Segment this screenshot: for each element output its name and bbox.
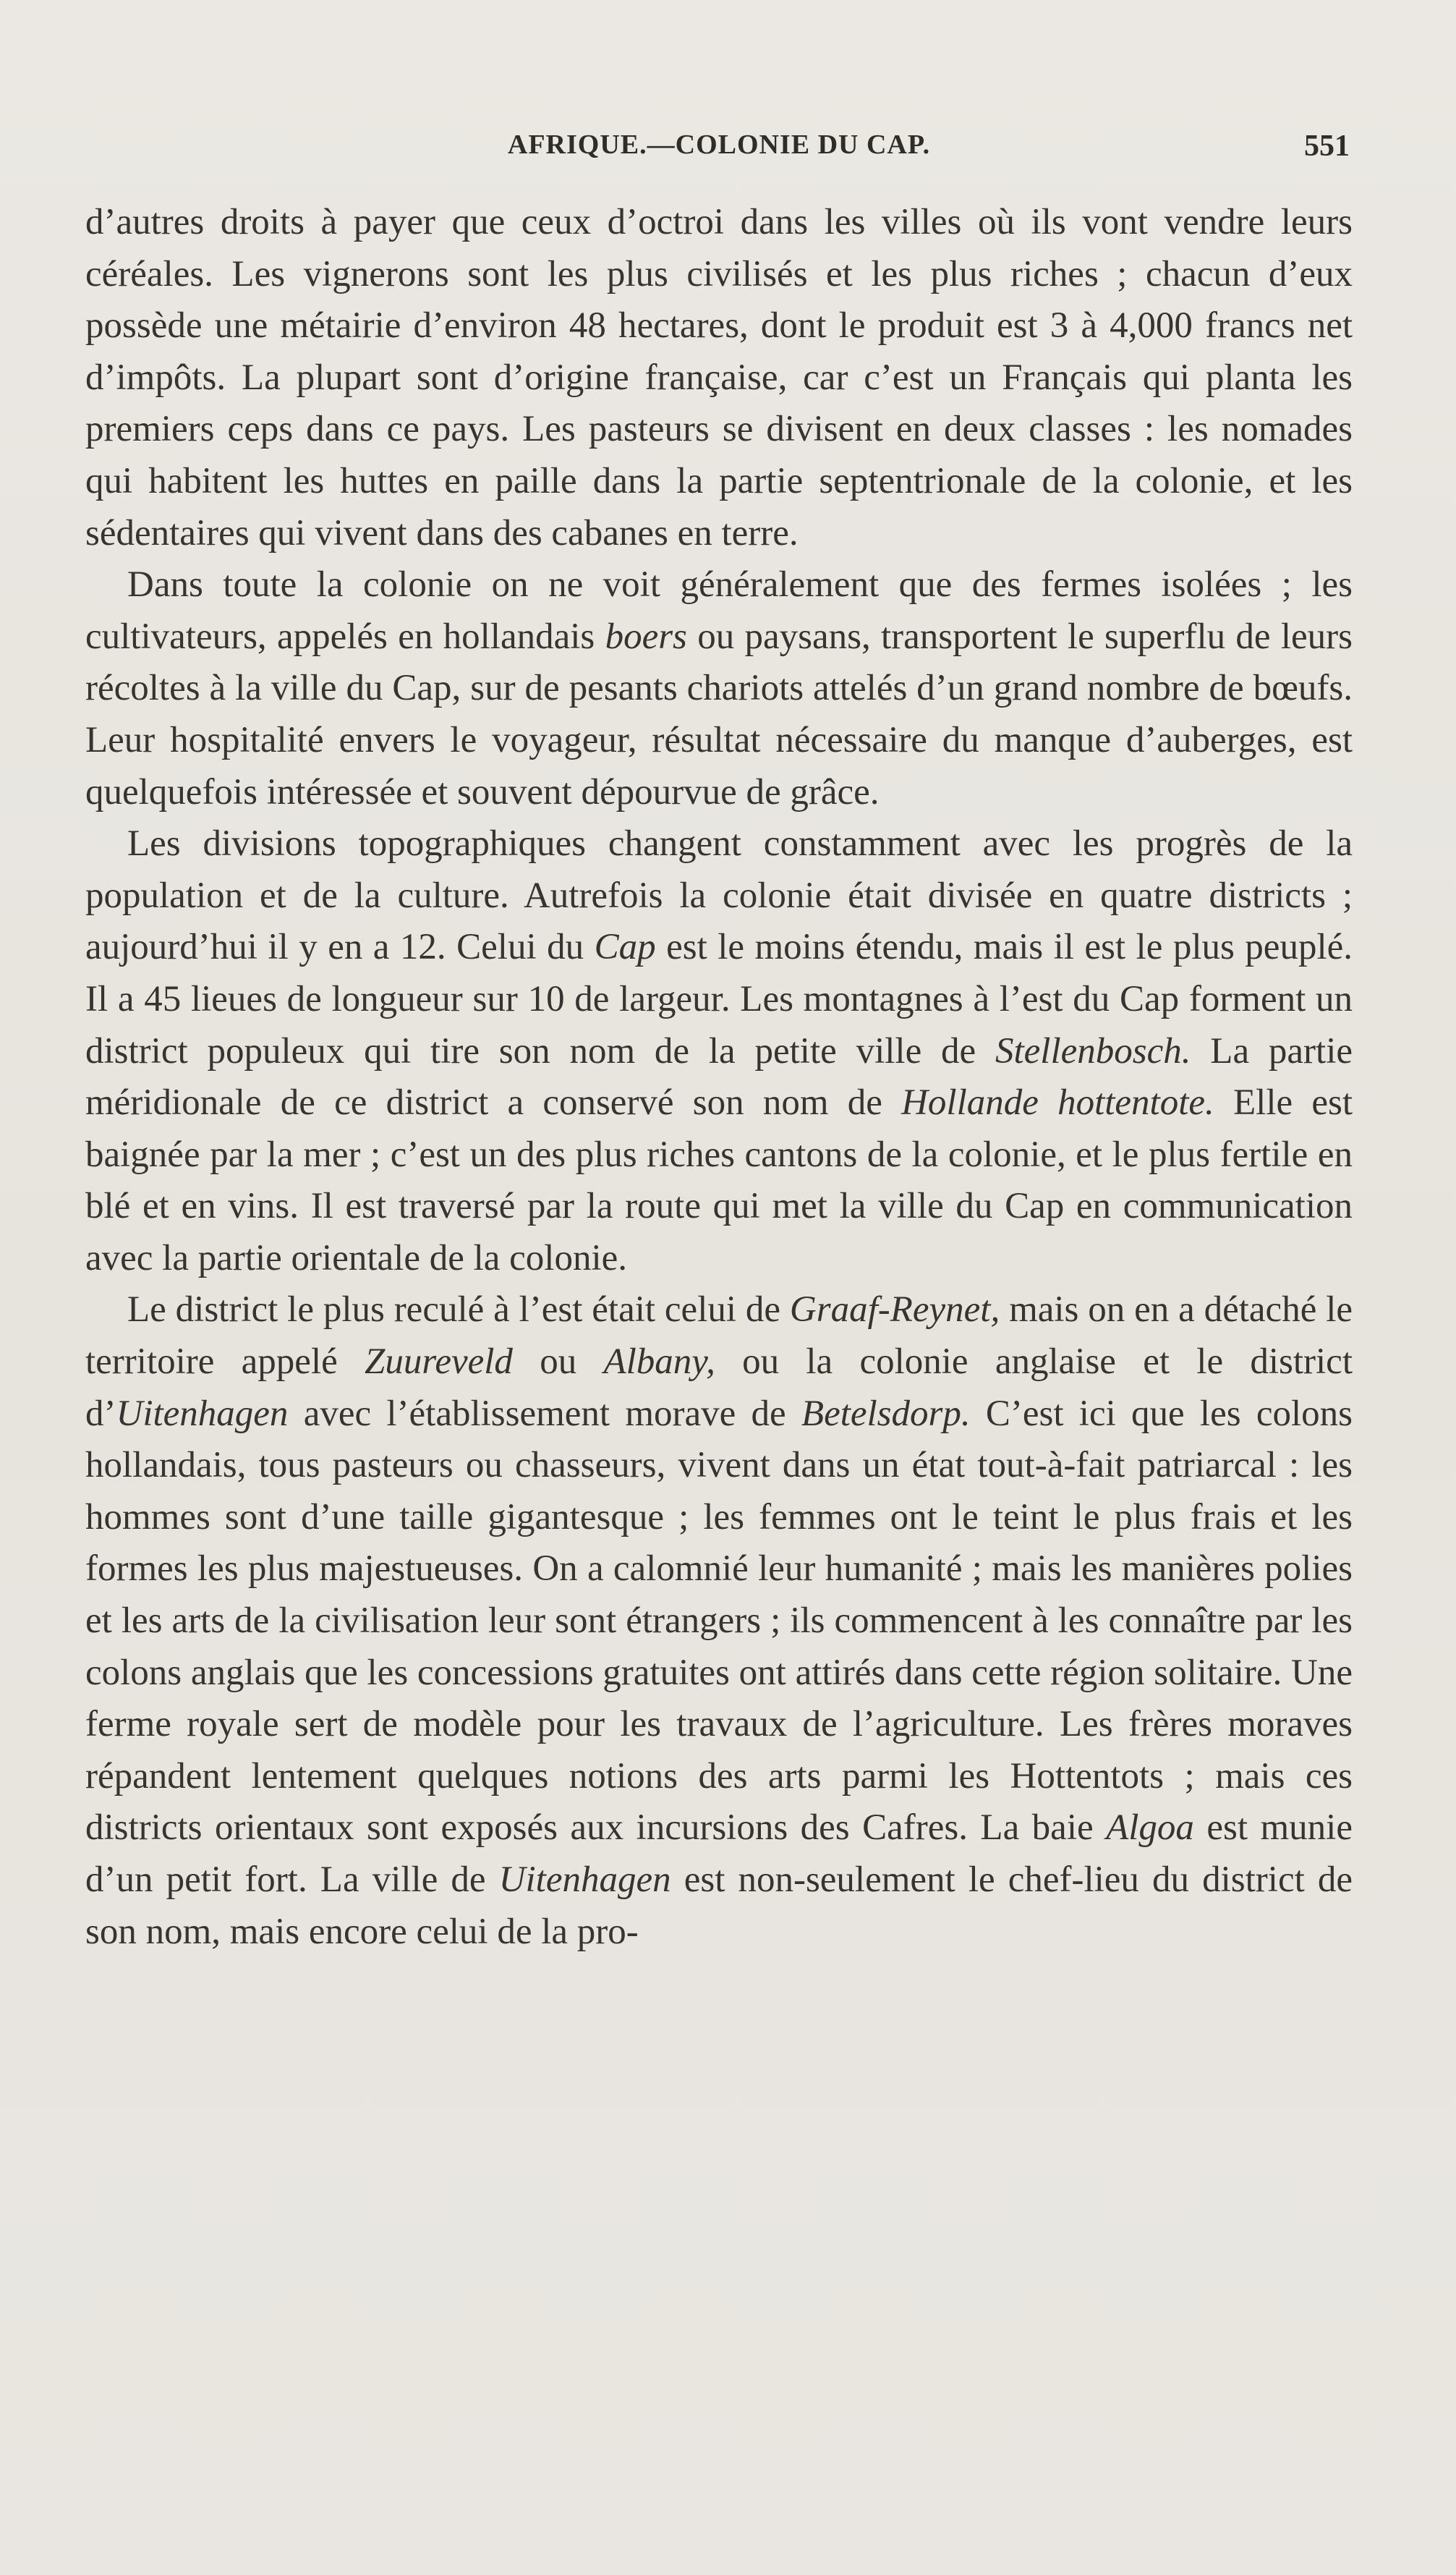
paragraph-4 (85, 1284, 1353, 1958)
paragraph-4-text: est munie d’un petit fort. La ville de (85, 1807, 1353, 1900)
paragraph-4-text: ou la colonie anglaise et le district d’ (85, 1341, 1353, 1434)
italic-term-albany: Albany, (603, 1341, 715, 1383)
paragraph-2-text: Dans toute la colonie on ne voit généralement que des fermes isolées ; les cultivateurs, appelés en hollandais (85, 564, 1353, 657)
paragraph-3-text: La partie méridionale de ce district a conservé son nom de (85, 1030, 1353, 1124)
page-header (85, 129, 1353, 172)
italic-term-uitenhagen: Uitenhagen (116, 1393, 289, 1434)
running-title: AFRIQUE.—COLONIE DU CAP. (507, 130, 931, 160)
paragraph-2-text: ou paysans, transportent le superflu de leurs récoltes à la ville du Cap, sur de pesants chariots attelés d’un grand nombre de bœufs. Leur hospitalité envers le voyageur, résultat nécessaire du manque d’auberges, est quelquefois intéressée et souvent dépourvue de grâce. (85, 616, 1353, 813)
paragraph-1 (85, 197, 1353, 559)
italic-term-stellenbosch: Stellenbosch. (995, 1030, 1191, 1072)
paragraph-4-text: ou (512, 1341, 604, 1383)
paragraph-1-text: d’autres droits à payer que ceux d’octroi dans les villes où ils vont vendre leurs céréales. Les vignerons sont les plus civilisés et les plus riches ; chacun d’eux possède une métairie d’environ 48 hectares, dont le produit est 3 à 4,000 francs net d’impôts. La plupart sont d’origine française, car c’est un Français qui planta les premiers ceps dans ce pays. Les pasteurs se divisent en deux classes : les nomades qui habitent les huttes en paille dans la partie septentrionale de la colonie, et les sédentaires qui vivent dans des cabanes en terre. (85, 202, 1353, 553)
italic-term-uitenhagen-town: Uitenhagen (498, 1859, 671, 1900)
page-number: 551 (1304, 130, 1350, 163)
paragraph-3 (85, 818, 1353, 1284)
italic-term-betelsdorp: Betelsdorp. (801, 1393, 971, 1434)
italic-term-zuureveld: Zuureveld (365, 1341, 513, 1383)
italic-term-cap: Cap (594, 927, 656, 968)
italic-term-algoa: Algoa (1106, 1807, 1194, 1849)
italic-term-graaf-reynet: Graaf-Reynet, (789, 1289, 1000, 1331)
paragraph-2 (85, 559, 1353, 818)
paragraph-3-text: est le moins étendu, mais il est le plus peuplé. Il a 45 lieues de longueur sur 10 de largeur. Les montagnes à l’est du Cap forment un district populeux qui tire son nom de la petite ville de (85, 927, 1353, 1072)
paragraph-4-text: mais on en a détaché le territoire appelé (85, 1289, 1353, 1383)
paragraph-3-text: Les divisions topographiques changent constamment avec les progrès de la population et de la culture. Autrefois la colonie était divisée en quatre districts ; aujourd’hui il y en a 12. Celui du (85, 823, 1353, 968)
paragraph-4-text: Le district le plus reculé à l’est était celui de (127, 1289, 790, 1331)
paragraph-4-text: avec l’établissement morave de (288, 1393, 801, 1434)
italic-term-boers: boers (605, 616, 687, 657)
italic-term-hollande-hottentote: Hollande hottentote. (901, 1082, 1214, 1124)
body-text (85, 197, 1353, 1958)
paragraph-4-text: C’est ici que les colons hollandais, tous pasteurs ou chasseurs, vivent dans un état tout-à-fait patriarcal : les hommes sont d’une taille gigantesque ; les femmes ont le teint le plus frais et les formes les plus majestueuses. On a calomnié leur humanité ; mais les manières polies et les arts de la civilisation leur sont étrangers ; ils commencent à les connaître par les colons anglais que les concessions gratuites ont attirés dans cette région solitaire. Une ferme royale sert de modèle pour les travaux de l’agriculture. Les frères moraves répandent lentement quelques notions des arts parmi les Hottentots ; mais ces districts orientaux sont exposés aux incursions des Cafres. La baie (85, 1393, 1353, 1849)
paragraph-3-text: Elle est baignée par la mer ; c’est un des plus riches cantons de la colonie, et le plus fertile en blé et en vins. Il est traversé par la route qui met la ville du Cap en communication avec la partie orientale de la colonie. (85, 1082, 1353, 1278)
paragraph-4-text: est non-seulement le chef-lieu du district de son nom, mais encore celui de la pro- (85, 1859, 1353, 1952)
